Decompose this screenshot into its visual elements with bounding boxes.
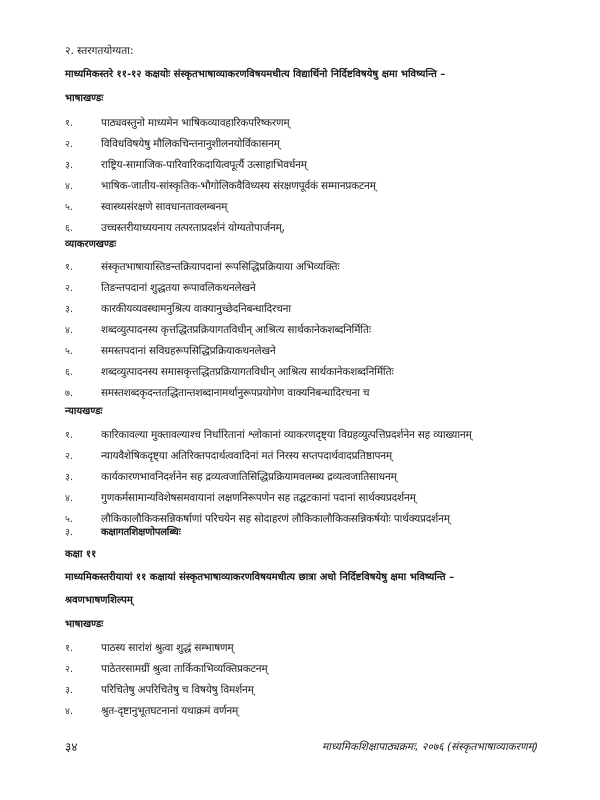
section-heading: २. स्तरगतयोग्यता:: [65, 45, 134, 57]
bhasha-heading-1: भाषाखण्डः: [65, 93, 104, 104]
list-item-text: कारकीयव्यवस्थामनुश्रित्य वाक्यानुच्छेदनिबन्धादिरचना: [101, 303, 291, 315]
list-item: [65, 365, 394, 380]
list-item-text: शब्दव्युत्पादनस्य कृत्तद्धितप्रक्रियागतविधीन् आश्रित्य सार्थकानेकशब्दनिर्मितिः: [101, 324, 371, 336]
list-item: [65, 116, 289, 131]
list-item-number: १.: [65, 262, 73, 273]
bhasha-heading-2: भाषाखण्डः: [65, 619, 104, 630]
list-item: [65, 386, 369, 401]
list-item-number: ७.: [65, 388, 73, 399]
page-number: ३४: [65, 740, 78, 754]
list-item: [65, 470, 397, 485]
list-item-text: कारिकावल्या मुक्तावल्याश्च निर्धारितानां श्लोकानां व्याकरणदृष्ट्या विग्रहव्युत्पत्तिप्रदर्शनेन सह व्याख्यानम्: [101, 429, 472, 441]
list-item-number: ४.: [65, 706, 73, 717]
intro-paragraph-2: माध्यमिकस्तरीयायां ११ कक्षायां संस्कृतभाषाव्याकरणविषयमधीत्य छात्रा अधो निर्दिष्टविषयेषु क्षमा भविष्यन्ति –: [65, 572, 455, 583]
list-item-text: तिङन्तपदानां शुद्धतया रूपावलिकथनलेखने: [101, 282, 256, 294]
list-item-text: गुणकर्मसामान्यविशेषसमवायानां लक्षणनिरूपणेन सह तद्घटकानां पदानां सार्थक्यप्रदर्शनम्: [101, 492, 416, 504]
list-item: [65, 428, 472, 443]
list-item-number: ५.: [65, 514, 73, 525]
list-item-text: पाठ्यवस्तुनो माध्यमेन भाषिकव्यावहारिकपरिष्करणम्: [101, 117, 290, 129]
list-item: [65, 683, 254, 698]
list-item-text: शब्दव्युत्पादनस्य समासकृत्तद्धितप्रक्रियागतविधीन् आश्रित्य सार्थकानेकशब्दनिर्मितिः: [101, 366, 394, 378]
list-item-text: विविधविषयेषु मौलिकचिन्तनानुशीलनयोर्विकासनम्: [101, 138, 280, 150]
list-item: [65, 449, 392, 464]
list-item: [65, 158, 307, 173]
list-item-text: कार्यकारणभावनिदर्शनेन सह द्रव्यत्वजातिसिद्धिप्रक्रियामवलम्ब्य द्रव्यत्वजातिसाधनम्: [101, 471, 397, 483]
list-item: [65, 641, 233, 656]
list-item-text: समस्तपदानां सविग्रहरूपसिद्धिप्रक्रियाकथनलेखने: [101, 345, 276, 357]
list-item-text: परिचितेषु अपरिचितेषु च विषयेषु विमर्शनम्: [101, 684, 254, 696]
list-item: [65, 200, 227, 215]
list-item-text: श्रुत-दृष्टानुभूतघटनानां यथाक्रमं वर्णनम्: [101, 705, 239, 717]
list-item-text: उच्चस्तरीयाध्ययनाय तत्परताप्रदर्शनं योग्यतोपार्जनम्,: [101, 222, 285, 234]
shravana-heading: श्रवणभाषणशिल्पम्: [65, 595, 133, 606]
class-heading: कक्षा ११: [65, 549, 97, 560]
list-item-text: पाठेतरसामग्रीं श्रुत्वा तार्किकाभिव्यक्तिप्रकटनम्: [101, 663, 268, 675]
list-item-text: पाठस्य सारांशं श्रुत्वा शुद्धं सम्भाषणम्: [101, 642, 234, 654]
list-item-number: ३.: [65, 685, 73, 696]
list-item-number: १.: [65, 430, 73, 441]
list-item: [65, 344, 276, 359]
running-title: माध्यमिकशिक्षापाठ्यक्रमः, २०७६ (संस्कृतभाषाव्याकरणम्): [321, 741, 538, 753]
nyaya-heading: न्यायखण्डः: [65, 406, 103, 417]
vyakarana-heading: व्याकरणखण्डः: [65, 239, 117, 250]
section-3-title: कक्षागतशिक्षणोपलब्धिः: [101, 527, 181, 538]
list-item-number: १.: [65, 118, 73, 129]
list-item-number: ४.: [65, 493, 73, 504]
list-item-number: ३.: [65, 472, 73, 483]
list-item: [65, 179, 376, 194]
list-item-number: ५.: [65, 346, 73, 357]
list-item-number: ३.: [65, 304, 73, 315]
list-item-number: ४.: [65, 325, 73, 336]
list-item-number: २.: [65, 451, 73, 462]
list-item: [65, 260, 339, 275]
list-item-number: ६.: [65, 223, 73, 234]
list-item-text: समस्तशब्दकृदन्ततद्धितान्तशब्दानामर्थानुरूपप्रयोगेण वाक्यनिबन्धादिरचना च: [101, 387, 370, 399]
list-item: [65, 662, 267, 677]
list-item-text: भाषिक-जातीय-सांस्कृतिक-भौगोलिकवैविध्यस्य संरक्षणपूर्वकं सम्मानप्रकटनम्: [101, 180, 376, 192]
list-item-text: संस्कृतभाषायास्तिङन्तक्रियापदानां रूपसिद्धिप्रक्रियाया अभिव्यक्तिः: [101, 261, 340, 273]
list-item-text: राष्ट्रिय-सामाजिक-पारिवारिकदायित्वपूर्त्यै उत्साहाभिवर्धनम्: [101, 159, 307, 171]
list-item-number: ३.: [65, 160, 73, 171]
section-3-heading: [65, 525, 181, 540]
list-item: [65, 302, 291, 317]
list-item: [65, 323, 371, 338]
list-item-number: २.: [65, 664, 73, 675]
list-item-number: १.: [65, 643, 73, 654]
list-item: [65, 137, 280, 152]
list-item: [65, 281, 255, 296]
list-item-text: न्यायवैशेषिकदृष्ट्या अतिरिक्तपदार्थत्ववादिनां मतं निरस्य सप्तपदार्थवादप्रतिष्ठापनम्: [101, 450, 392, 462]
intro-paragraph-1: माध्यमिकस्तरे ११-१२ कक्षयोः संस्कृतभाषाव्याकरणविषयमधीत्य विद्यार्थिनो निर्दिष्टविषयेषु क्षमा भविष्यन्ति –: [65, 69, 446, 80]
list-item-number: ५.: [65, 202, 73, 213]
list-item: [65, 491, 416, 506]
list-item-number: २.: [65, 139, 73, 150]
list-item-number: ४.: [65, 181, 73, 192]
list-item: [65, 704, 238, 719]
list-item-number: ६.: [65, 367, 73, 378]
list-item: [65, 221, 285, 236]
list-item-number: २.: [65, 283, 73, 294]
list-item-text: स्वास्थ्यसंरक्षणे सावधानतावलम्बनम्: [101, 201, 228, 213]
section-3-number: ३.: [65, 527, 73, 538]
list-item-text: लौकिकालौकिकसन्निकर्षाणां परिचयेन सह सोदाहरणं लौकिकालौकिकसन्निकर्षयोः पार्थक्यप्रदर्शनम्: [101, 513, 450, 525]
